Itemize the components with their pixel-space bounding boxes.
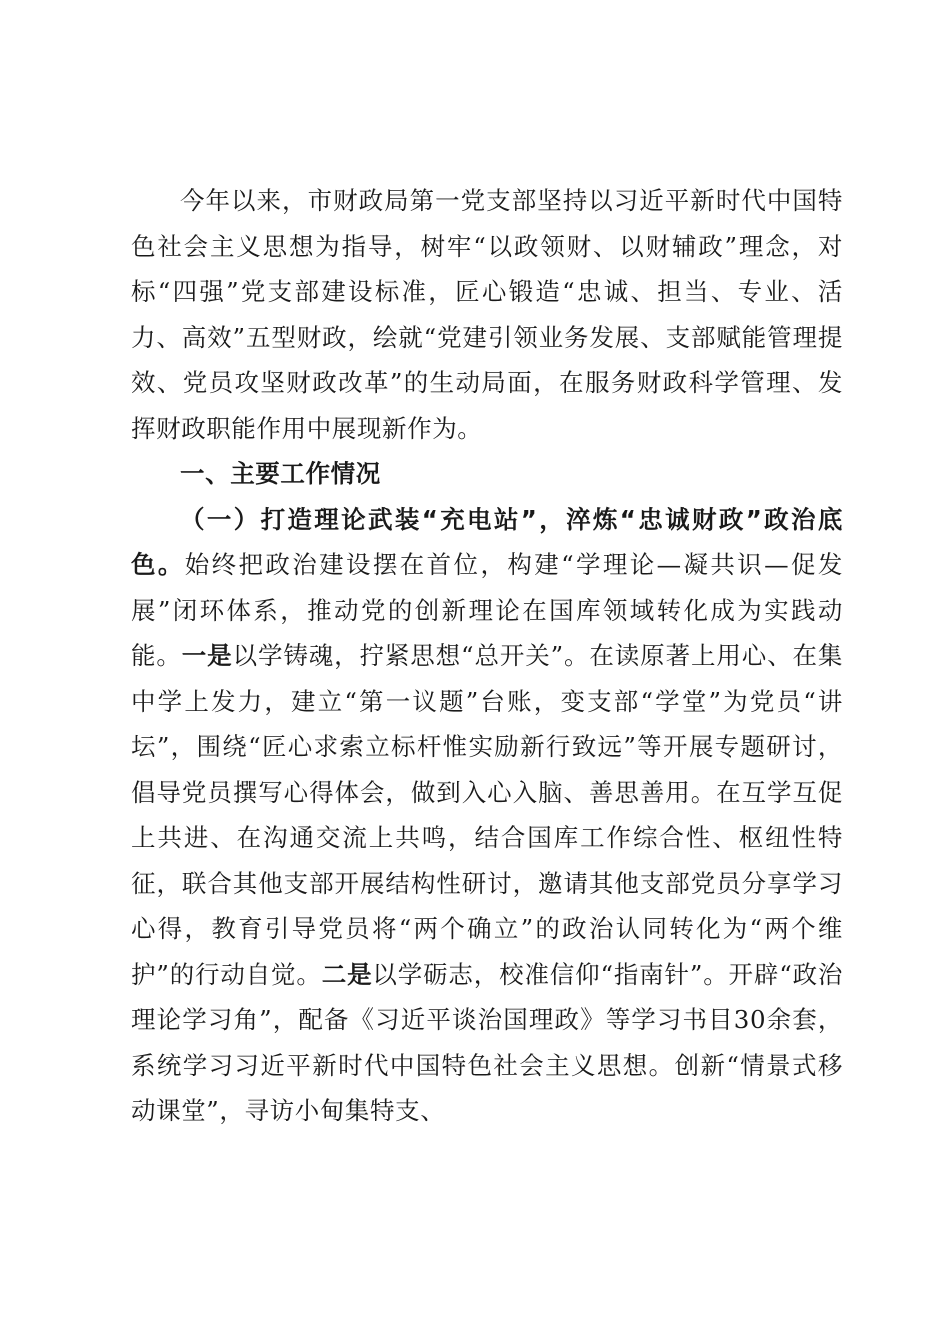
subsection-text-c: 以学砺志，校准信仰“指南针”。开辟“政治理论学习角”，配备《习近平谈治国理政》等学习书目30余套，系统学习习近平新时代中国特色社会主义思想。创新“情景式移动课堂”，寻访小甸集特支、	[131, 959, 844, 1125]
subsection-paragraph	[131, 497, 843, 1134]
point-two-label: 二是	[321, 959, 373, 989]
point-one-label: 一是	[181, 641, 233, 670]
document-page	[131, 178, 843, 1134]
subsection-text-b: 以学铸魂，拧紧思想“总开关”。在读原著上用心、在集中学上发力，建立“第一议题”台账，变支部“学堂”为党员“讲坛”，围绕“匠心求索立标杆惟实励新行致远”等开展专题研讨，倡导党员撰写心得体会，做到入心入脑、善思善用。在互学互促上共进、在沟通交流上共鸣，结合国库工作综合性、枢纽性特征，联合其他支部开展结构性研讨，邀请其他支部党员分享学习心得，教育引导党员将“两个确立”的政治认同转化为“两个维护”的行动自觉。	[131, 641, 843, 989]
subsection-title: （一）打造理论武装“充电站”，淬炼“忠诚财政”政治底色。	[131, 504, 843, 579]
subsection-text-a: 始终把政治建设摆在首位，构建“学理论—凝共识—促发展”闭环体系，推动党的创新理论在国库领域转化成为实践动能。	[131, 550, 843, 670]
intro-paragraph: 今年以来，市财政局第一党支部坚持以习近平新时代中国特色社会主义思想为指导，树牢“以政领财、以财辅政”理念，对标“四强”党支部建设标准，匠心锻造“忠诚、担当、专业、活力、高效”五型财政，绘就“党建引领业务发展、支部赋能管理提效、党员攻坚财政改革”的生动局面，在服务财政科学管理、发挥财政职能作用中展现新作为。	[131, 186, 843, 443]
section-heading: 一、主要工作情况	[180, 459, 381, 488]
